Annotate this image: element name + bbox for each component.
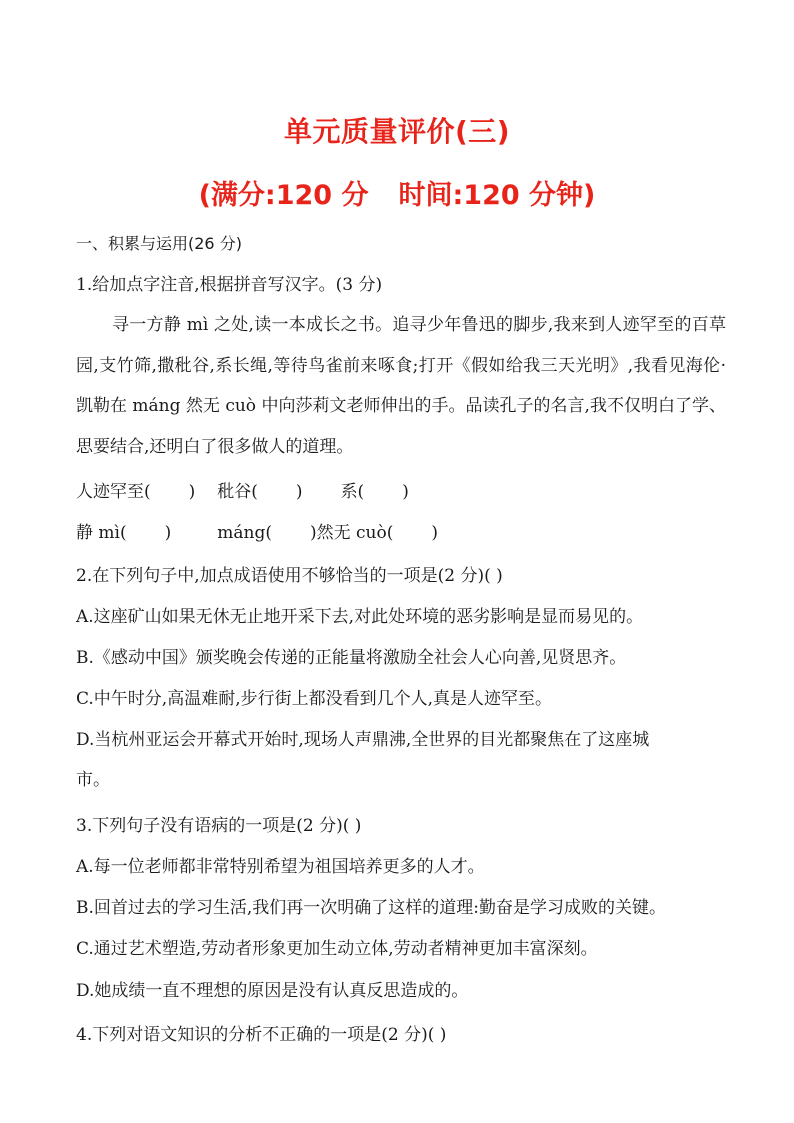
question-2-option-a: A.这座矿山如果无休无止地开采下去,对此处环境的恶劣影响是显而易见的。 — [76, 607, 644, 627]
blank-label: ) — [431, 523, 438, 543]
section-heading: 一、积累与运用(26 分) — [76, 234, 242, 253]
question-1-stem: 1.给加点字注音,根据拼音写汉字。(3 分) — [76, 275, 383, 295]
question-4-stem: 4.下列对语文知识的分析不正确的一项是(2 分)( ) — [76, 1025, 447, 1045]
blank-label: ) — [188, 482, 196, 502]
blank-label: )然无 cuò( — [309, 523, 394, 543]
question-2-option-d-continued: 市。 — [76, 770, 110, 790]
blank-label: 人迹罕至( — [76, 482, 151, 502]
question-3-stem: 3.下列句子没有语病的一项是(2 分)( ) — [76, 816, 362, 836]
question-1-passage: 寻一方静 mì 之处,读一本成长之书。追寻少年鲁迅的脚步,我来到人迹罕至的百草园,支竹筛,撒秕谷,系长绳,等待鸟雀前来啄食;打开《假如给我三天光明》,我看见海伦·凯勒在 máng 然无 cuò 中向莎莉文老师伸出的手。品读孔子的名言,我不仅明白了学、思要结合,还明白了很多做人的道理。 — [76, 315, 726, 457]
question-3-option-b: B.回首过去的学习生活,我们再一次明确了这样的道理:勤奋是学习成败的关键。 — [76, 898, 667, 918]
question-2-stem: 2.在下列句子中,加点成语使用不够恰当的一项是(2 分)( ) — [76, 566, 503, 586]
blank-label: máng( — [217, 523, 272, 543]
blank-label: ) — [164, 523, 172, 543]
question-1-blanks-row-2 — [76, 522, 438, 544]
blank-label: ) — [402, 482, 409, 502]
question-3-option-d: D.她成绩一直不理想的原因是没有认真反思造成的。 — [76, 981, 469, 1001]
question-3-option-c: C.通过艺术塑造,劳动者形象更加生动立体,劳动者精神更加丰富深刻。 — [76, 939, 598, 959]
question-3-option-a: A.每一位老师都非常特别希望为祖国培养更多的人才。 — [76, 857, 485, 877]
question-2-option-b: B.《感动中国》颁奖晚会传递的正能量将激励全社会人心向善,见贤思齐。 — [76, 648, 627, 668]
page-subtitle — [0, 173, 794, 212]
blank-label: 秕谷( — [217, 482, 258, 502]
question-2-option-c: C.中午时分,高温难耐,步行街上都没看到几个人,真是人迹罕至。 — [76, 689, 553, 709]
blank-label: ) — [295, 482, 303, 502]
question-1-blanks-row-1 — [76, 481, 409, 503]
time-info: 时间:120 分钟) — [398, 180, 596, 211]
blank-label: 系( — [340, 482, 365, 502]
score-info: (满分:120 分 — [198, 180, 369, 211]
page-title: 单元质量评价(三) — [283, 115, 511, 148]
question-2-option-d: D.当杭州亚运会开幕式开始时,现场人声鼎沸,全世界的目光都聚焦在了这座城 — [76, 730, 650, 750]
blank-label: 静 mì( — [76, 523, 127, 543]
